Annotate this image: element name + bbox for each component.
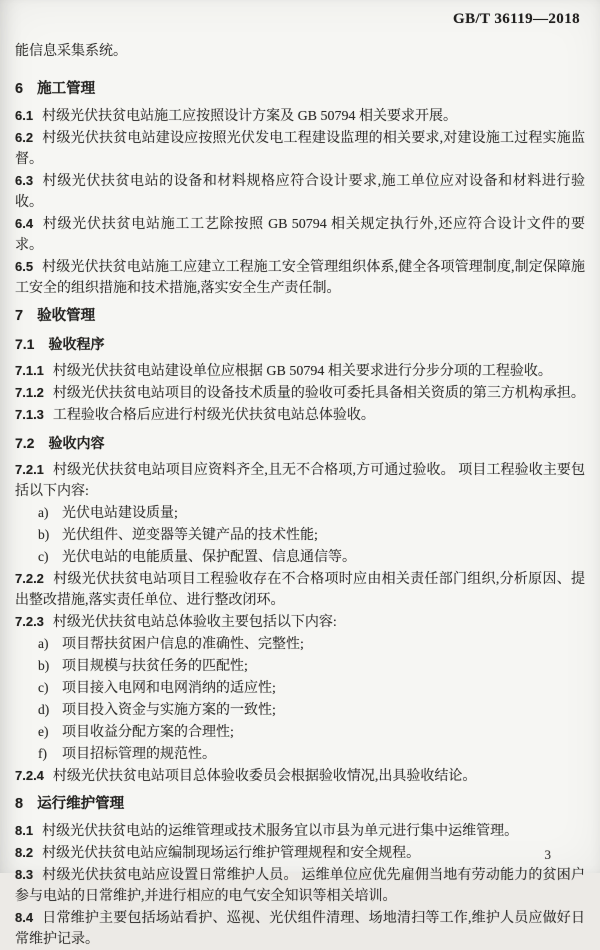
clause-number: 7.1.2 bbox=[15, 385, 44, 400]
list-item-letter: b) bbox=[38, 527, 50, 542]
clause-text: 村级光伏扶贫电站应设置日常维护人员。 运维单位应优先雇佣当地有劳动能力的贫困户参与电站的日常维护,并进行相应的电气安全知识等相关培训。 bbox=[15, 868, 585, 904]
document-body bbox=[15, 79, 585, 950]
list-item-letter: a) bbox=[38, 505, 49, 520]
clause-number: 7.2.3 bbox=[15, 614, 44, 629]
list-item-text: 项目招标管理的规范性。 bbox=[62, 747, 216, 762]
clause-number: 6.4 bbox=[15, 216, 34, 231]
clause-text: 村级光伏扶贫电站施工应按照设计方案及 GB 50794 相关要求开展。 bbox=[42, 109, 458, 124]
clause-number: 8.2 bbox=[15, 845, 34, 860]
list-item bbox=[15, 546, 585, 568]
clause bbox=[15, 127, 585, 170]
clause-number: 6.1 bbox=[15, 108, 34, 123]
heading-number: 6 bbox=[15, 81, 24, 97]
list-item-letter: c) bbox=[38, 680, 49, 695]
list-item-letter: e) bbox=[38, 724, 49, 739]
clause-number: 7.2.2 bbox=[15, 571, 44, 586]
clause bbox=[15, 842, 585, 864]
list-item-letter: d) bbox=[38, 702, 50, 717]
heading-title: 验收内容 bbox=[48, 435, 105, 451]
clause bbox=[15, 382, 585, 404]
clause-text: 村级光伏扶贫电站建设应按照光伏发电工程建设监理的相关要求,对建设施工过程实施监督。 bbox=[15, 131, 585, 167]
clause-number: 7.2.4 bbox=[15, 768, 44, 783]
list-item-text: 项目帮扶贫困户信息的准确性、完整性; bbox=[62, 637, 304, 652]
clause-number: 7.1.3 bbox=[15, 407, 44, 422]
clause-number: 8.4 bbox=[15, 910, 34, 925]
clause bbox=[15, 404, 585, 426]
list-item-text: 项目接入电网和电网消纳的适应性; bbox=[62, 681, 276, 696]
list-item bbox=[15, 743, 585, 765]
clause bbox=[15, 170, 585, 213]
list-item bbox=[15, 524, 585, 546]
page-footer bbox=[545, 847, 552, 863]
list-item-letter: c) bbox=[38, 549, 49, 564]
subsection-heading bbox=[15, 334, 585, 355]
list-item-text: 项目投入资金与实施方案的一致性; bbox=[62, 703, 276, 718]
list-item-letter: f) bbox=[38, 746, 47, 761]
standard-number: GB/T 36119—2018 bbox=[453, 11, 580, 27]
list-item-text: 项目规模与扶贫任务的匹配性; bbox=[62, 659, 248, 674]
clause-number: 8.1 bbox=[15, 823, 34, 838]
clause bbox=[15, 213, 585, 256]
clause-text: 日常维护主要包括场站看护、巡视、光伏组件清理、场地清扫等工作,维护人员应做好日常维护记录。 bbox=[15, 911, 585, 947]
clause bbox=[15, 765, 585, 787]
clause bbox=[15, 907, 585, 950]
section-heading bbox=[15, 306, 585, 327]
heading-number: 7.2 bbox=[15, 435, 35, 451]
clause bbox=[15, 568, 585, 611]
clause bbox=[15, 459, 585, 502]
clause bbox=[15, 864, 585, 907]
clause-text: 村级光伏扶贫电站施工应建立工程施工安全管理组织体系,健全各项管理制度,制定保障施工安全的组织措施和技术措施,落实安全生产责任制。 bbox=[15, 260, 585, 296]
heading-title: 施工管理 bbox=[37, 81, 96, 97]
list-item bbox=[15, 655, 585, 677]
list-item bbox=[15, 699, 585, 721]
intro-paragraph: 能信息采集系统。 bbox=[15, 44, 127, 59]
clause-text: 村级光伏扶贫电站总体验收主要包括以下内容: bbox=[52, 615, 337, 630]
list-item-letter: b) bbox=[38, 658, 50, 673]
clause-text: 村级光伏扶贫电站的设备和材料规格应符合设计要求,施工单位应对设备和材料进行验收。 bbox=[15, 174, 585, 210]
clause-text: 村级光伏扶贫电站的运维管理或技术服务宜以市县为单元进行集中运维管理。 bbox=[42, 824, 519, 839]
clause bbox=[15, 611, 585, 633]
heading-title: 验收管理 bbox=[37, 308, 96, 324]
heading-number: 8 bbox=[15, 796, 24, 812]
section-heading bbox=[15, 79, 585, 100]
list-item bbox=[15, 721, 585, 743]
clause-number: 6.3 bbox=[15, 173, 34, 188]
clause-text: 村级光伏扶贫电站项目应资料齐全,且无不合格项,方可通过验收。 项目工程验收主要包括以下内容: bbox=[15, 463, 585, 499]
list-item-letter: a) bbox=[38, 636, 49, 651]
list-item bbox=[15, 677, 585, 699]
list-item-text: 光伏组件、逆变器等关键产品的技术性能; bbox=[62, 528, 318, 543]
list-item bbox=[15, 502, 585, 524]
clause-number: 7.1.1 bbox=[15, 363, 44, 378]
clause-number: 6.5 bbox=[15, 259, 34, 274]
clause-text: 村级光伏扶贫电站施工工艺除按照 GB 50794 相关规定执行外,还应符合设计文件的要求。 bbox=[15, 217, 585, 253]
clause bbox=[15, 105, 585, 127]
heading-title: 运行维护管理 bbox=[37, 796, 125, 812]
subsection-heading bbox=[15, 433, 585, 454]
heading-number: 7 bbox=[15, 308, 24, 324]
list-item bbox=[15, 633, 585, 655]
clause bbox=[15, 820, 585, 842]
heading-title: 验收程序 bbox=[48, 336, 105, 352]
clause bbox=[15, 360, 585, 382]
clause-number: 7.2.1 bbox=[15, 462, 44, 477]
clause-number: 6.2 bbox=[15, 130, 34, 145]
clause-text: 村级光伏扶贫电站建设单位应根据 GB 50794 相关要求进行分步分项的工程验收。 bbox=[52, 364, 552, 379]
page-number: 3 bbox=[544, 847, 551, 862]
clause-text: 村级光伏扶贫电站项目总体验收委员会根据验收情况,出具验收结论。 bbox=[52, 769, 477, 784]
clause-text: 村级光伏扶贫电站应编制现场运行维护管理规程和安全规程。 bbox=[42, 846, 421, 861]
clause-text: 工程验收合格后应进行村级光伏扶贫电站总体验收。 bbox=[52, 408, 375, 423]
clause-text: 村级光伏扶贫电站项目的设备技术质量的验收可委托具备相关资质的第三方机构承担。 bbox=[52, 386, 585, 401]
list-item-text: 项目收益分配方案的合理性; bbox=[62, 725, 234, 740]
page-header bbox=[15, 9, 585, 30]
list-item-text: 光伏电站的电能质量、保护配置、信息通信等。 bbox=[62, 550, 356, 565]
clause-number: 8.3 bbox=[15, 867, 34, 882]
heading-number: 7.1 bbox=[15, 336, 35, 352]
clause-text: 村级光伏扶贫电站项目工程验收存在不合格项时应由相关责任部门组织,分析原因、提出整改措施,落实责任单位、进行整改闭环。 bbox=[15, 572, 585, 608]
clause bbox=[15, 256, 585, 299]
list-item-text: 光伏电站建设质量; bbox=[62, 506, 178, 521]
section-heading bbox=[15, 794, 585, 815]
